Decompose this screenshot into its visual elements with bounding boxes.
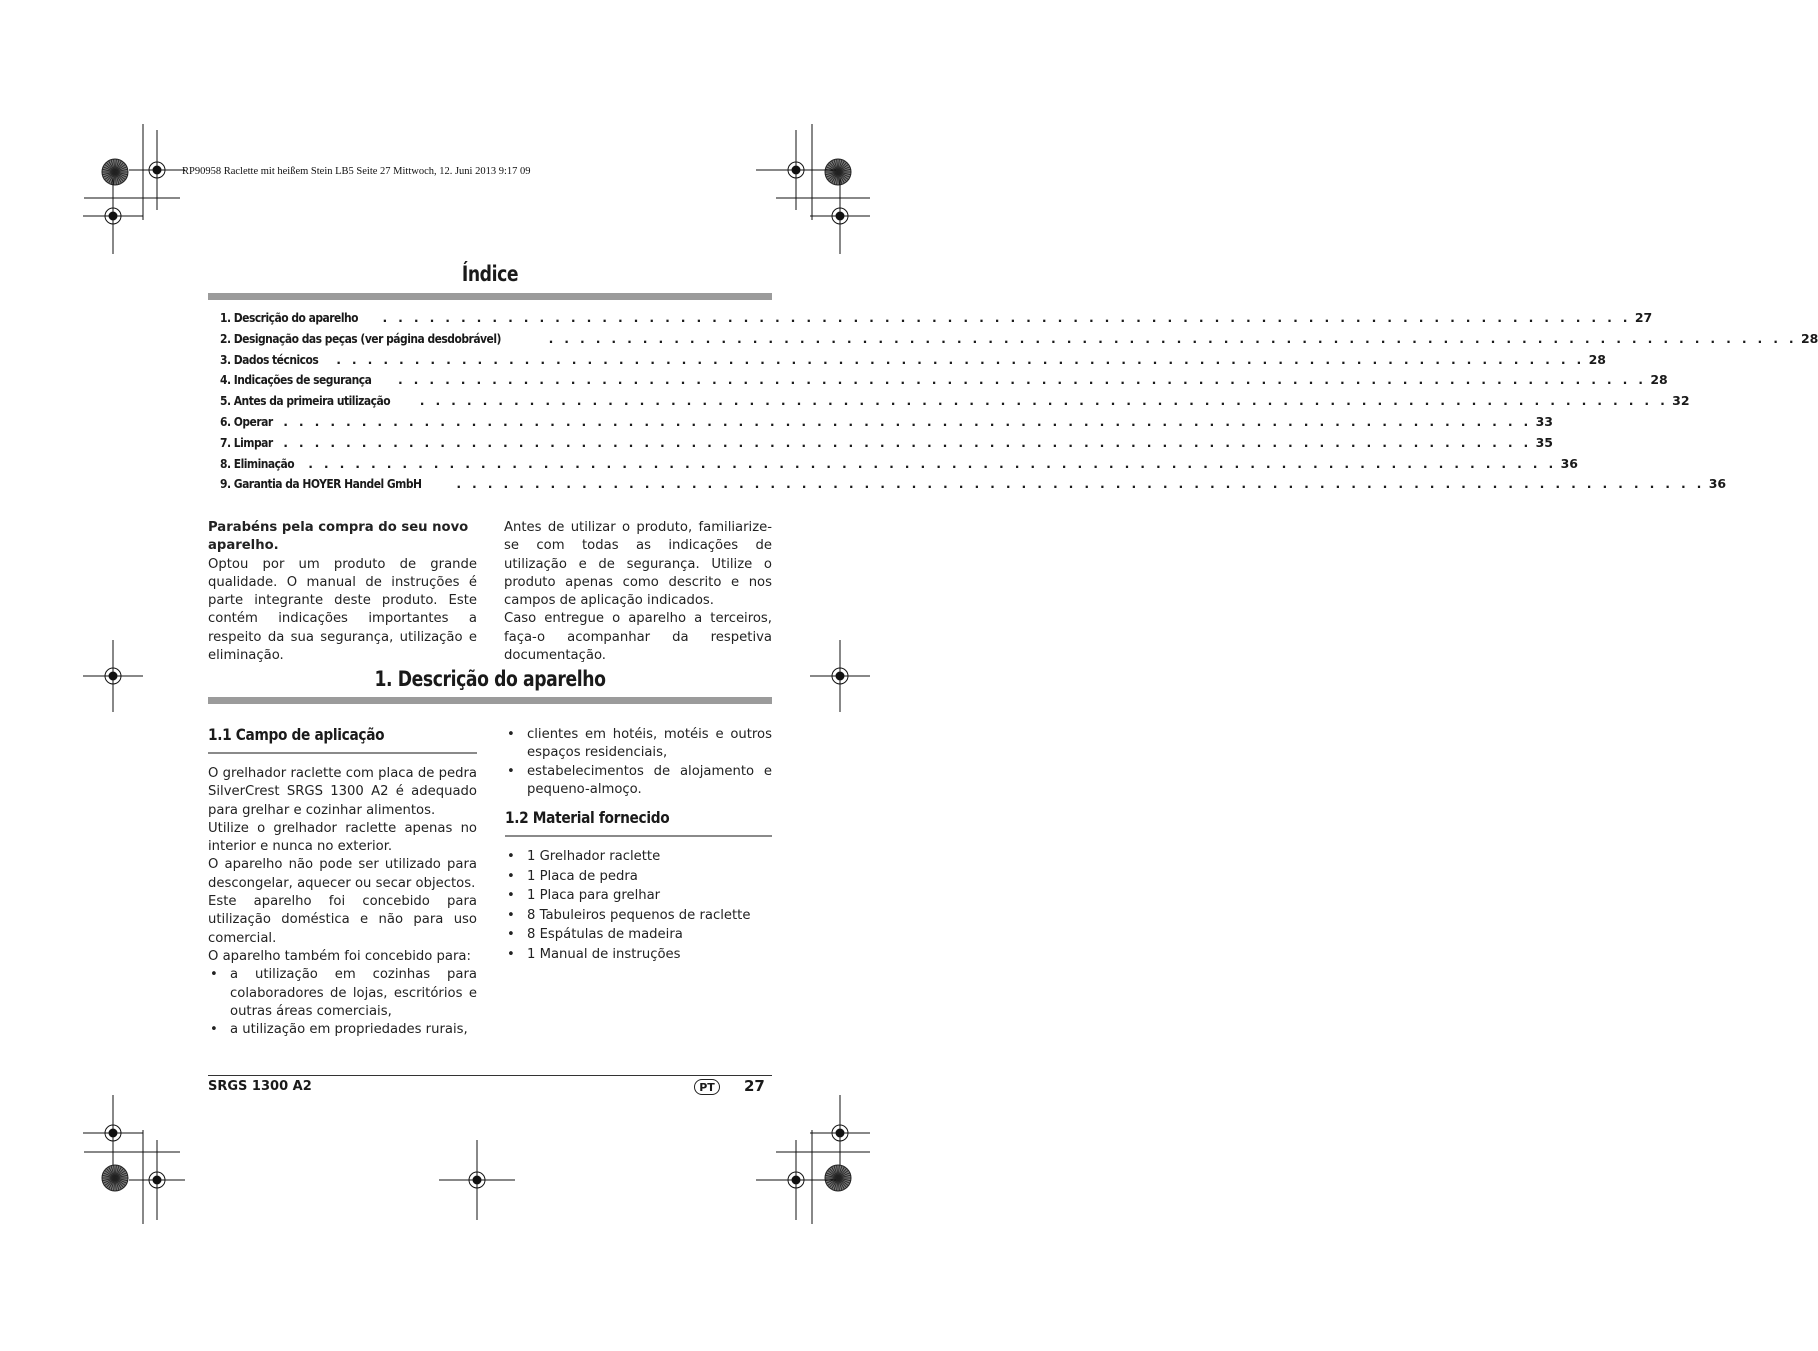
toc-leader: . . . . . . . . . . . . . . . . . . . . . . . . . . . . . . . . . . . . . . . . . . . . . . . . . . . . . . . . . . . . . . . . . . . . . . . . . . . . . . . . (456, 476, 1705, 492)
s11-p3: O aparelho não pode ser utilizado para descongelar, aquecer ou secar objectos. (208, 857, 477, 891)
toc-label: 5. Antes da primeira utilização (220, 393, 391, 409)
registration-target-icon (756, 1140, 836, 1220)
toc-page: 27 (1634, 310, 1653, 325)
intro-right-p2: Caso entregue o aparelho a terceiros, faça-o acompanhar da respetiva documentação. (504, 611, 772, 664)
subsection-heading-1-2: 1.2 Material fornecido (505, 808, 670, 827)
print-slug: RP90958 Raclette mit heißem Stein LB5 Seite 27 Mittwoch, 12. Juni 2013 9:17 09 (182, 166, 531, 177)
registration-target-icon (83, 178, 143, 254)
section-title: 1. Descrição do aparelho (374, 667, 606, 691)
table-of-contents (220, 310, 1818, 497)
toc-leader: . . . . . . . . . . . . . . . . . . . . . . . . . . . . . . . . . . . . . . . . . . . . . . . . . . . . . . . . . . . . . . . . . . . . . . . . . . . . . . . . (283, 413, 1532, 429)
registration-target-icon (810, 178, 870, 254)
list-item: • 1 Placa de pedra (505, 867, 772, 887)
toc-row (220, 372, 1668, 393)
toc-row (220, 455, 1578, 477)
toc-label: 9. Garantia da HOYER Handel GmbH (220, 476, 422, 492)
toc-page: 36 (1560, 455, 1578, 471)
intro-right (504, 519, 772, 665)
list-item: • 1 Placa para grelhar (505, 886, 772, 906)
intro-right-p1: Antes de utilizar o produto, familiarize-se com todas as indicações de utilização e de segurança. Utilize o produto apenas como descrito e nos campos de aplicação indicados. (504, 520, 772, 609)
s11-left-column (208, 765, 477, 1039)
toc-row (220, 413, 1553, 435)
toc-row (220, 351, 1607, 373)
list-item: • estabelecimentos de alojamento e pequeno-almoço. (505, 763, 772, 800)
toc-row (220, 330, 1818, 352)
color-wheel-icon (102, 1165, 128, 1191)
toc-leader: . . . . . . . . . . . . . . . . . . . . . . . . . . . . . . . . . . . . . . . . . . . . . . . . . . . . . . . . . . . . . . . . . . . . . . . . . . . . . . . . (283, 434, 1532, 450)
toc-leader: . . . . . . . . . . . . . . . . . . . . . . . . . . . . . . . . . . . . . . . . . . . . . . . . . . . . . . . . . . . . . . . . . . . . . . . . . . . . . . . . (419, 393, 1669, 409)
toc-leader: . . . . . . . . . . . . . . . . . . . . . . . . . . . . . . . . . . . . . . . . . . . . . . . . . . . . . . . . . . . . . . . . . . . . . . . . . . . . . . . . (382, 310, 1631, 325)
toc-page: 28 (1800, 330, 1818, 346)
subsection-heading-1-1: 1.1 Campo de aplicação (208, 725, 385, 744)
color-wheel-icon (102, 159, 128, 185)
toc-label: 4. Indicações de segurança (220, 372, 372, 388)
toc-page: 32 (1672, 393, 1690, 409)
toc-label: 1. Descrição do aparelho (220, 310, 359, 325)
color-wheel-icon (825, 159, 851, 185)
registration-target-icon (129, 1140, 185, 1220)
registration-target-icon (83, 640, 143, 712)
list-item: • 8 Tabuleiros pequenos de raclette (505, 906, 772, 926)
s11-p2: Utilize o grelhador raclette apenas no interior e nunca no exterior. (208, 820, 477, 855)
toc-leader: . . . . . . . . . . . . . . . . . . . . . . . . . . . . . . . . . . . . . . . . . . . . . . . . . . . . . . . . . . . . . . . . . . . . . . . . . . . . . . . . (548, 330, 1797, 346)
subsection-rule-1-2 (505, 835, 772, 837)
intro-heading: Parabéns pela compra do seu novo aparelho. (208, 520, 469, 554)
toc-page: 28 (1588, 351, 1607, 367)
s11-bullets-left (208, 966, 477, 1039)
toc-leader: . . . . . . . . . . . . . . . . . . . . . . . . . . . . . . . . . . . . . . . . . . . . . . . . . . . . . . . . . . . . . . . . . . . . . . . . . . . . . . . . (397, 372, 1647, 388)
registration-target-icon (129, 130, 185, 210)
list-item: • 1 Grelhador raclette (505, 847, 772, 867)
registration-target-icon (810, 1095, 870, 1171)
index-title-bar (208, 293, 772, 300)
registration-target-icon (756, 130, 836, 210)
footer-model: SRGS 1300 A2 (208, 1079, 312, 1094)
toc-page: 35 (1535, 434, 1554, 450)
toc-page: 36 (1708, 476, 1727, 492)
list-item: • 1 Manual de instruções (505, 945, 772, 965)
s11-right-column (505, 726, 772, 799)
list-item: • a utilização em cozinhas para colaboradores de lojas, escritórios e outras áreas comerciais, (208, 966, 477, 1021)
intro-left (208, 519, 477, 665)
toc-label: 6. Operar (220, 413, 273, 429)
index-title: Índice (461, 262, 519, 286)
color-wheel-icon (825, 1165, 851, 1191)
toc-row (220, 393, 1690, 414)
toc-row (220, 476, 1727, 497)
toc-label: 7. Limpar (220, 434, 273, 450)
toc-row (220, 310, 1653, 331)
subsection-rule-1-1 (208, 752, 477, 754)
toc-page: 33 (1535, 413, 1553, 429)
page-number: 27 (744, 1077, 765, 1095)
s11-p4: Este aparelho foi concebido para utilização doméstica e não para uso comercial. (208, 894, 477, 946)
language-badge: PT (694, 1079, 720, 1095)
toc-label: 2. Designação das peças (ver página desdobrável) (220, 330, 501, 346)
toc-label: 8. Eliminação (220, 455, 295, 471)
registration-target-icon (83, 1095, 143, 1171)
toc-label: 3. Dados técnicos (220, 351, 319, 367)
intro-left-text: Optou por um produto de grande qualidade. O manual de instruções é parte integrante deste produto. Este contém indicações importantes a respeito da sua segurança, utilização e eliminação. (208, 556, 477, 664)
toc-row (220, 434, 1554, 456)
registration-target-icon (810, 640, 870, 712)
list-item: • clientes em hotéis, motéis e outros espaços residenciais, (505, 726, 772, 763)
section-title-bar (208, 697, 772, 704)
s11-p5: O aparelho também foi concebido para: (208, 948, 471, 964)
registration-target-icon (439, 1140, 515, 1220)
toc-page: 28 (1650, 372, 1668, 388)
s11-p1: O grelhador raclette com placa de pedra SilverCrest SRGS 1300 A2 é adequado para grelhar e cozinhar alimentos. (208, 766, 477, 818)
list-item: • a utilização em propriedades rurais, (208, 1021, 477, 1039)
toc-leader: . . . . . . . . . . . . . . . . . . . . . . . . . . . . . . . . . . . . . . . . . . . . . . . . . . . . . . . . . . . . . . . . . . . . . . . . . . . . . . . . (336, 351, 1585, 367)
footer-rule (208, 1075, 772, 1076)
toc-leader: . . . . . . . . . . . . . . . . . . . . . . . . . . . . . . . . . . . . . . . . . . . . . . . . . . . . . . . . . . . . . . . . . . . . . . . . . . . . . . . . (308, 455, 1557, 471)
s12-list (505, 847, 772, 964)
list-item: • 8 Espátulas de madeira (505, 925, 772, 945)
